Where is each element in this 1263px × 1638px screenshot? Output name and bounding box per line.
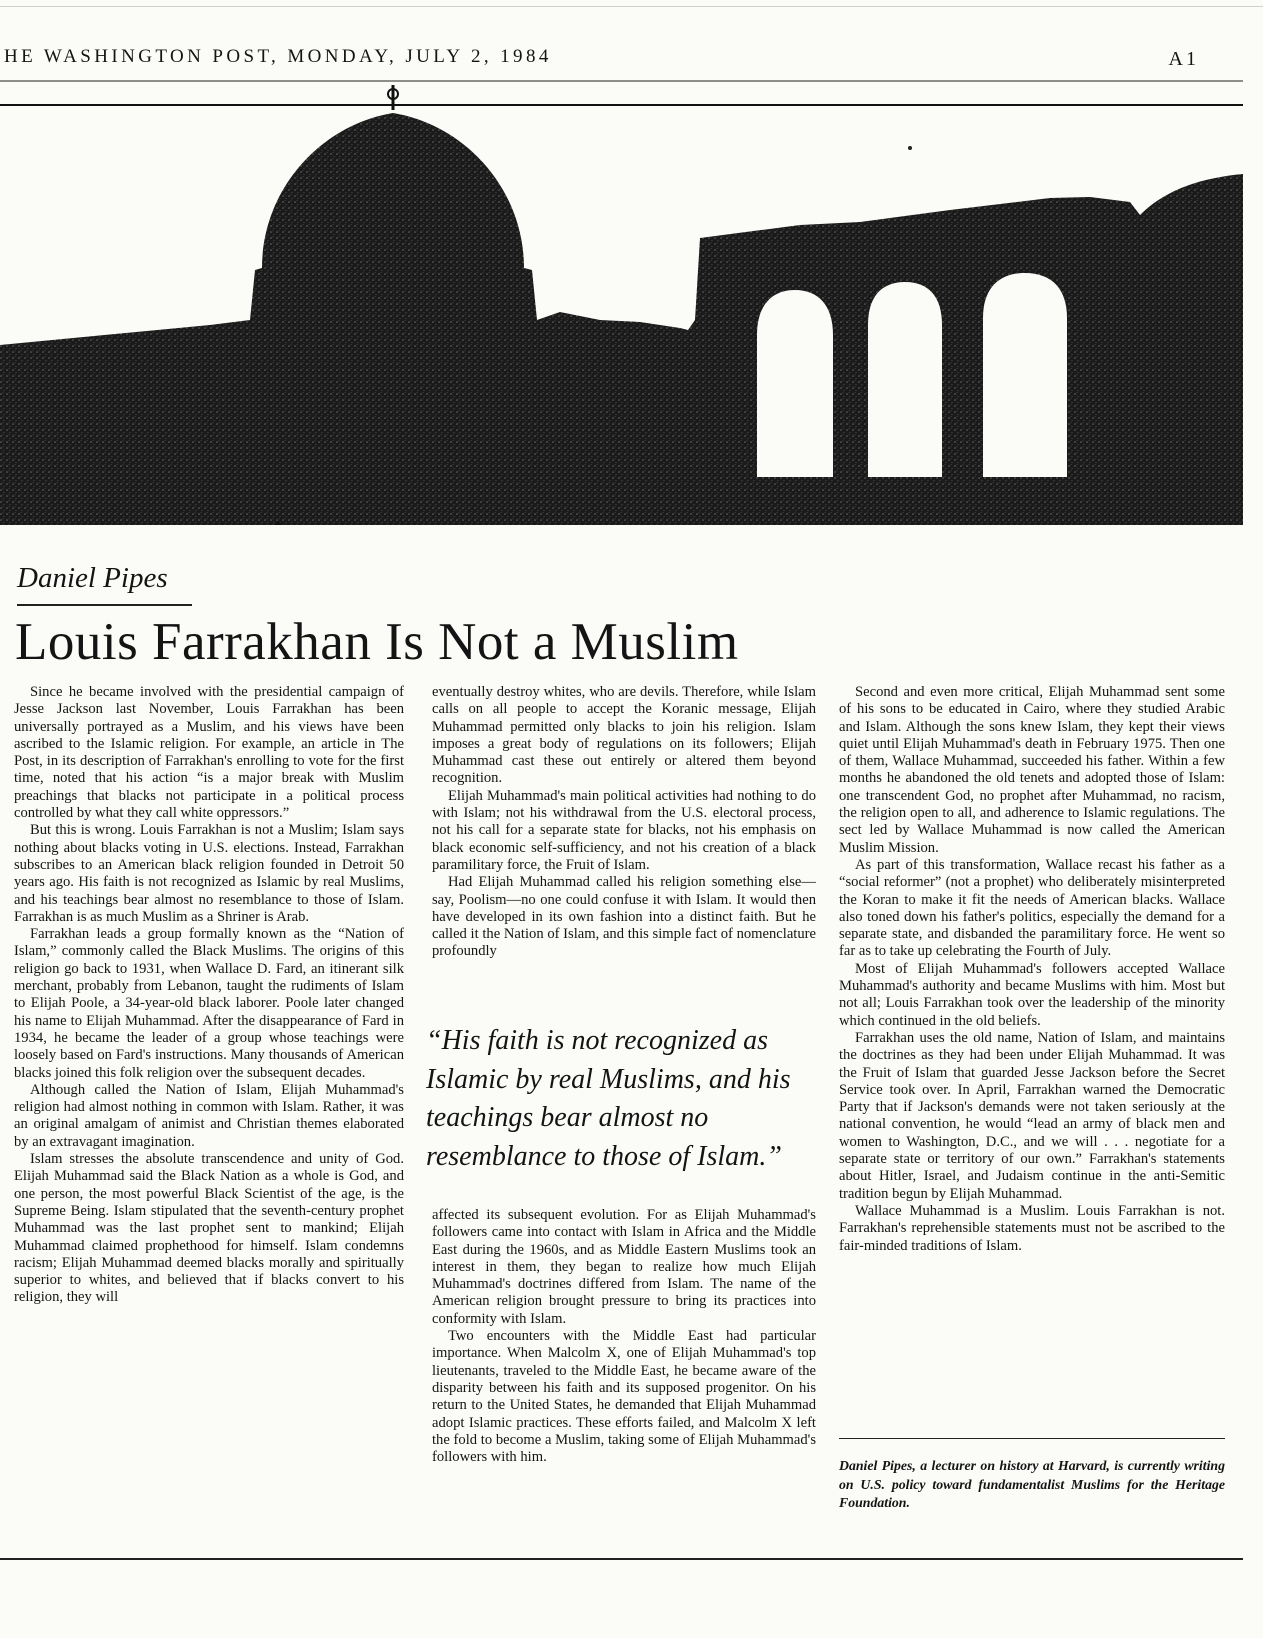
paragraph: But this is wrong. Louis Farrakhan is not a Muslim; Islam says nothing about blacks voting in U.S. elections. Instead, Farrakhan subscribes to an American black religion founded in Detroit 50 years ago. His faith is not recognized as Islamic by real Muslims, and his teachings bear almost no resemblance to those of Islam. Farrakhan is as much Muslim as a Shriner is Arab.	[14, 822, 404, 925]
bio-rule	[839, 1438, 1225, 1439]
column-3	[839, 684, 1225, 1255]
paragraph: Farrakhan leads a group formally known as the “Nation of Islam,” commonly called the Black Muslims. The origins of this religion go back to 1931, when Wallace D. Fard, an itinerant silk merchant, probably from Lebanon, taught the rudiments of Islam to Elijah Poole, a 34-year-old black laborer. Poole later changed his name to Elijah Muhammad. After the disappearance of Fard in 1934, he became the leader of a group whose teachings were loosely based on Fard's instructions. Many thousands of American blacks joined this folk religion over the subsequent decades.	[14, 926, 404, 1081]
masthead-title: HE WASHINGTON POST, MONDAY, JULY 2, 1984	[4, 46, 552, 67]
paragraph: Second and even more critical, Elijah Muhammad sent some of his sons to be educated in Cairo, where they studied Arabic and Islam. Although the sons knew Islam, they kept their views quiet until Elijah Muhammad's death in February 1975. Then one of them, Wallace Muhammad, succeeded his father. Within a few months he abandoned the old tenets and adopted those of Islam: one transcendent God, no prophet after Muhammad, no racism, the religion open to all, and adherence to Islamic regulations. The sect led by Wallace Muhammad is now called the American Muslim Mission.	[839, 684, 1225, 856]
paragraph: Had Elijah Muhammad called his religion something else—say, Poolism—no one could confuse it with Islam. It would then have developed in its own fashion into a distinct faith. But he called it the Nation of Islam, and this simple fact of nomenclature profoundly	[432, 874, 816, 960]
pull-quote: “His faith is not recognized as Islamic by real Muslims, and his teachings bear almost no resemblance to those of Islam.”	[426, 1025, 791, 1172]
bottom-rule	[0, 1558, 1243, 1560]
paragraph: Two encounters with the Middle East had particular importance. When Malcolm X, one of Elijah Muhammad's top lieutenants, traveled to the Middle East, he became aware of the disparity between his faith and its supposed progenitor. On his return to the United States, he demanded that Elijah Muhammad adopt Islamic practices. These efforts failed, and Malcolm X left the fold to become a Muslim, taking some of Elijah Muhammad's followers with him.	[432, 1328, 816, 1466]
column-2-top	[432, 684, 816, 961]
paragraph: Most of Elijah Muhammad's followers accepted Wallace Muhammad's authority and became Muslims with him. Most but not all; Louis Farrakhan took over the leadership of the minority which continued in the old beliefs.	[839, 960, 1225, 1029]
page-number: A1	[1168, 48, 1199, 70]
paragraph: affected its subsequent evolution. For as Elijah Muhammad's followers came into contact with Islam in Africa and the Middle East during the 1960s, and as Middle Eastern Muslims took an interest in them, they began to realize how much Elijah Muhammad's doctrines differed from Islam. The name of the American religion brought pressure to bring its practices into conformity with Islam.	[432, 1207, 816, 1327]
paragraph: Although called the Nation of Islam, Elijah Muhammad's religion had almost nothing in common with Islam. Rather, it was an original amalgam of animist and Christian themes elaborated by an extravagant imagination.	[14, 1081, 404, 1150]
paragraph: As part of this transformation, Wallace recast his father as a “social reformer” (not a prophet) who deliberately misinterpreted the Koran to make it fit the needs of American blacks. Wallace also toned down his father's politics, especially the demand for a separate state, and disbanded the paramilitary force. He went so far as to take up celebrating the Fourth of July.	[839, 856, 1225, 960]
column-1	[14, 684, 404, 1307]
author-bio: Daniel Pipes, a lecturer on history at Harvard, is currently writing on U.S. policy toward fundamentalist Muslims for the Heritage Foundation.	[839, 1458, 1225, 1510]
paragraph: Wallace Muhammad is a Muslim. Louis Farrakhan is not. Farrakhan's reprehensible statements must not be ascribed to the fair-minded traditions of Islam.	[839, 1202, 1225, 1254]
headline: Louis Farrakhan Is Not a Muslim	[15, 613, 739, 671]
top-edge-rule	[0, 6, 1263, 7]
paragraph: Since he became involved with the presidential campaign of Jesse Jackson last November, Louis Farrakhan has been universally portrayed as a Muslim, and his views have been ascribed to the Islamic religion. For example, an article in The Post, in its description of Farrakhan's enrolling to vote for the first time, noted that his action “is a major break with Muslim preachings that blacks not participate in a political process controlled by what they call white oppressors.”	[14, 684, 404, 822]
paragraph: Farrakhan uses the old name, Nation of Islam, and maintains the doctrines as they had been under Elijah Muhammad. It was the Fruit of Islam that guarded Jesse Jackson before the Secret Service took over. In April, Farrakhan warned the Democratic Party that if Jackson's demands were not taken seriously at the national convention, he would “lead an army of black men and women to Washington, D.C., and we will . . . negotiate for a separate state or territory of our own.” Farrakhan's statements about Hitler, Israel, and Judaism continue in the anti-Semitic tradition begun by Elijah Muhammad.	[839, 1029, 1225, 1202]
column-2-bottom	[432, 1207, 816, 1466]
paragraph: Elijah Muhammad's main political activities had nothing to do with Islam; not his withdrawal from the U.S. electoral process, not his call for a separate state for blacks, not his emphasis on black economic self-sufficiency, and not his creation of a black paramilitary force, the Fruit of Islam.	[432, 787, 816, 873]
paragraph: Islam stresses the absolute transcendence and unity of God. Elijah Muhammad said the Black Nation as a whole is God, and one person, the most powerful Black Scientist of the age, is the Supreme Being. Islam stipulated that the seventh-century prophet Muhammad was the last prophet sent to mankind; Elijah Muhammad claimed prophethood for himself. Islam condemns racism; Elijah Muhammad deemed blacks morally and spiritually superior to whites, and believed that if blacks convert to his religion, they will	[14, 1151, 404, 1306]
paragraph: eventually destroy whites, who are devils. Therefore, while Islam calls on all people to accept the Koranic message, Elijah Muhammad permitted only blacks to join his religion. Islam imposes a great body of regulations on its followers; Elijah Muhammad cast these out entirely or altered them beyond recognition.	[432, 684, 816, 787]
byline: Daniel Pipes	[17, 562, 168, 594]
mosque-silhouette-illustration	[0, 80, 1243, 525]
byline-rule	[17, 604, 192, 606]
